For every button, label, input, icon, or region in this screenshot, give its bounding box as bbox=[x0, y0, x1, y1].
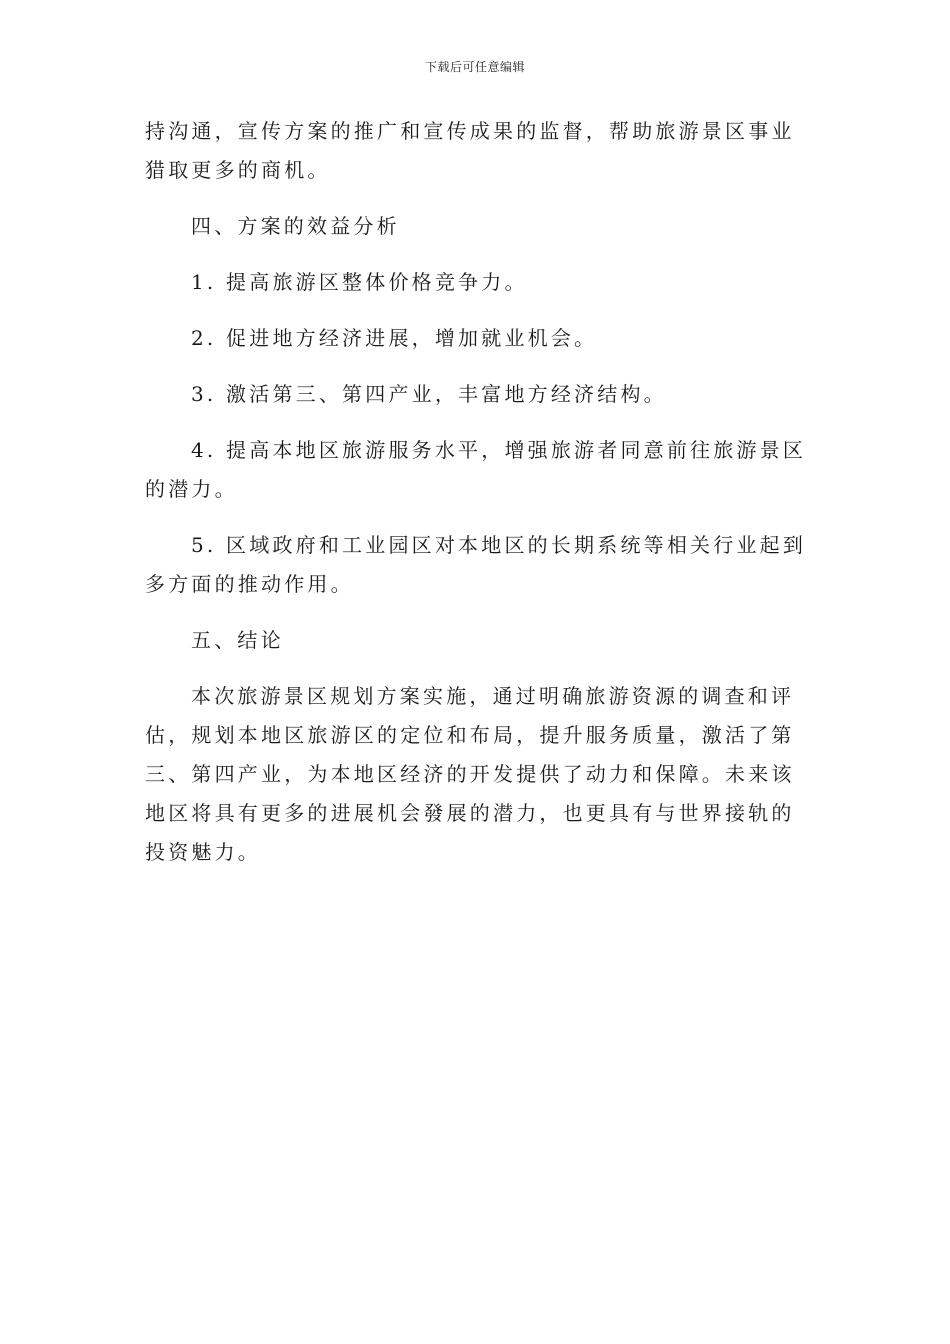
list-item: 1. 提高旅游区整体价格竞争力。 bbox=[191, 270, 528, 294]
list-item: 3. 激活第三、第四产业，丰富地方经济结构。 bbox=[191, 382, 667, 406]
paragraph-continuation: 持沟通，宣传方案的推广和宣传成果的监督，帮助旅游景区事业猎取更多的商机。 bbox=[145, 119, 795, 182]
header-note: 下载后可任意编辑 bbox=[424, 60, 525, 74]
list-item: 4. 提高本地区旅游服务水平，增强旅游者同意前往旅游景区的潜力。 bbox=[145, 438, 807, 501]
conclusion-paragraph: 本次旅游景区规划方案实施，通过明确旅游资源的调查和评估，规划本地区旅游区的定位和布局，提升服务质量，激活了第三、第四产业，为本地区经济的开发提供了动力和保障。未来该地区将具有更多的进展机会發展的潜力，也更具有与世界接轨的投资魅力。 bbox=[145, 684, 795, 864]
section-heading-conclusion: 五、结论 bbox=[191, 628, 284, 652]
document-body bbox=[145, 112, 807, 889]
list-item: 5. 区域政府和工业园区对本地区的长期系统等相关行业起到多方面的推动作用。 bbox=[145, 533, 807, 596]
list-item: 2. 促进地方经济进展，增加就业机会。 bbox=[191, 326, 598, 350]
section-heading-benefits: 四、方案的效益分析 bbox=[191, 214, 400, 238]
